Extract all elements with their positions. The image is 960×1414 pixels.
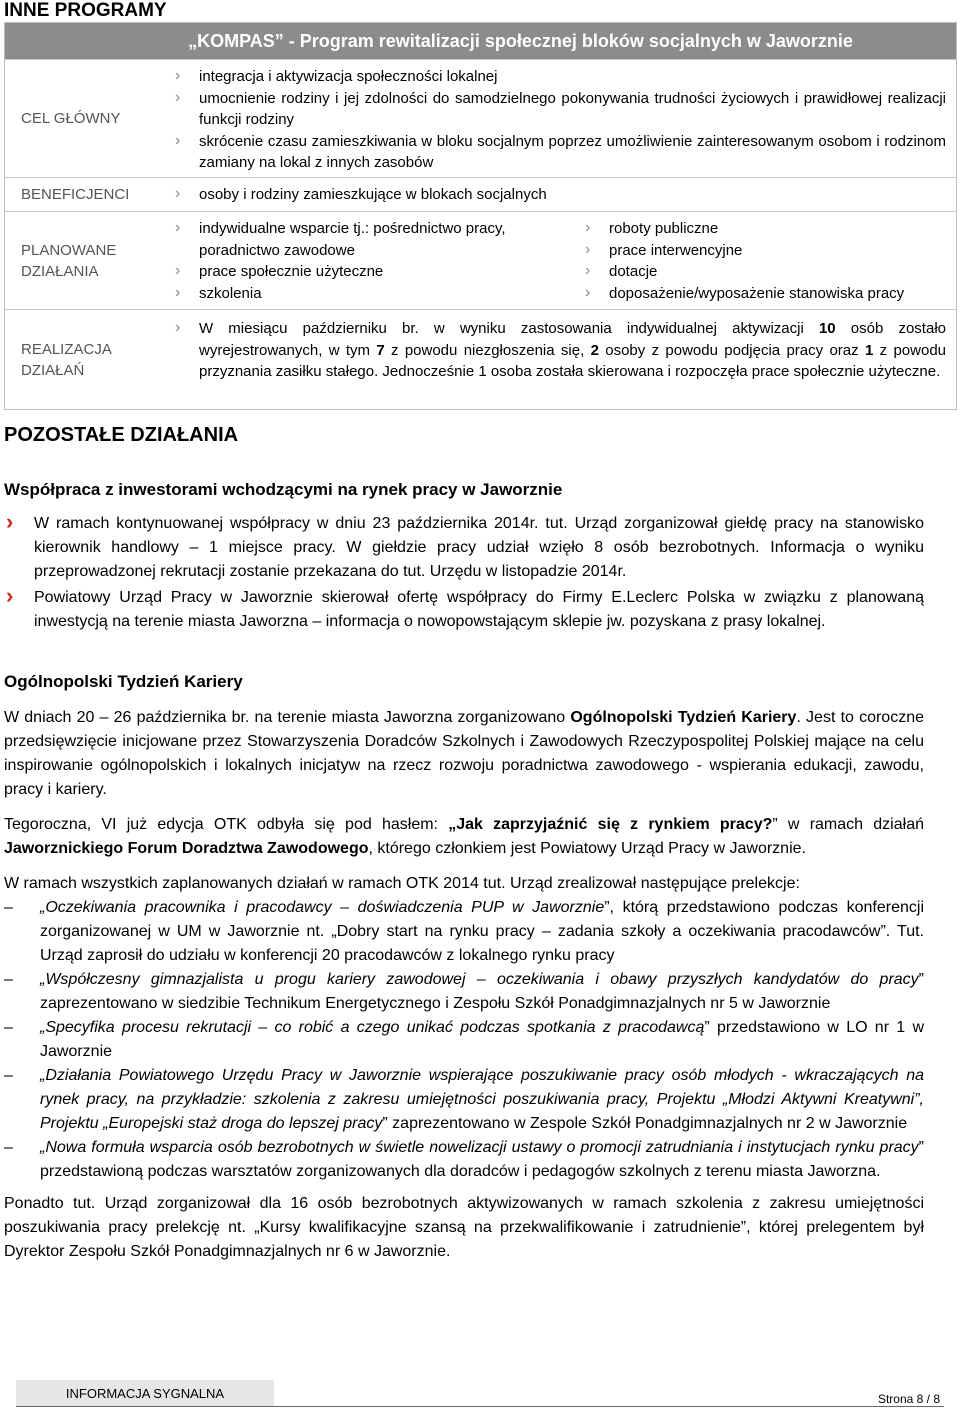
list-item: › szkolenia bbox=[169, 283, 573, 305]
row-planowane-dzialania bbox=[5, 211, 956, 309]
footer-label: INFORMACJA SYGNALNA bbox=[16, 1380, 274, 1406]
footer-divider bbox=[16, 1406, 944, 1407]
row-cel-glowny bbox=[5, 59, 956, 177]
section-title-inne-programy: INNE PROGRAMY bbox=[4, 0, 167, 21]
list-item: › osoby i rodziny zamieszkujące w blokach socjalnych bbox=[169, 184, 946, 206]
row-label: PLANOWANE DZIAŁANIA bbox=[21, 241, 117, 280]
program-table bbox=[4, 22, 957, 410]
wspolpraca-item-1: › W ramach kontynuowanej współpracy w dniu 23 października 2014r. tut. Urząd zorganizował giełdę pracy na stanowisko kierownik handlowy – 1 miejsce pracy. W giełdzie pracy udział wzięło 8 osób bezrobotnych. Informacja o wyniku przeprowadzonej rekrutacji zostanie przekazana do tut. Urzędu w listopadzie 2014r. bbox=[4, 512, 924, 584]
list-item-continuation: poradnictwo zawodowe bbox=[199, 241, 355, 259]
otk-paragraph-2: Tegoroczna, VI już edycja OTK odbyła się pod hasłem: „Jak zaprzyjaźnić się z rynkiem pracy?” w ramach działań Jaworznickiego Forum Doradztwa Zawodowego, którego członkiem jest Powiatowy Urząd Pracy w Jaworznie. bbox=[4, 816, 924, 857]
page-number: Strona 8 / 8 bbox=[877, 1392, 940, 1406]
section-title-pozostale: POZOSTAŁE DZIAŁANIA bbox=[4, 424, 239, 446]
list-item: › skrócenie czasu zamieszkiwania w bloku socjalnym poprzez umożliwienie zainteresowanym osobom i rodzinom zamiany na lokal z innych zasobów bbox=[169, 131, 946, 174]
otk-paragraph-3: W ramach wszystkich zaplanowanych działań w ramach OTK 2014 tut. Urząd zrealizował następujące prelekcje: bbox=[4, 875, 800, 892]
otk-paragraph-4: Ponadto tut. Urząd zorganizował dla 16 osób bezrobotnych aktywizowanych w ramach szkolenia z zakresu umiejętności poszukiwania pracy prelekcję nt. „Kursy kwalifikacyjne szansą na przekwalifikowanie i zatrudnienie”, której prelegentem był Dyrektor Zespołu Szkół Ponadgimnazjalnych nr 6 w Jaworznie. bbox=[4, 1195, 924, 1260]
list-item: › doposażenie/wyposażenie stanowiska pracy bbox=[579, 283, 946, 305]
otk-section bbox=[4, 670, 924, 1264]
list-item: › prace interwencyjne bbox=[579, 240, 946, 262]
list-item: › umocnienie rodziny i jej zdolności do samodzielnego pokonywania trudności życiowych i prawidłowej realizacji funkcji rodziny bbox=[169, 88, 946, 131]
list-item: › roboty publiczne bbox=[579, 218, 946, 240]
otk-lecture-4: – „Działania Powiatowego Urzędu Pracy w Jaworznie wspierające poszukiwanie pracy osób młodych - wkraczających na rynek pracy, na przykładzie: szkolenia z zakresu umiejętności poszukiwania pracy, Projektu „Młodzi Aktywni Kreatywni”, Projektu „Europejski staż droga do lepszej pracy” zaprezentowano w Zespole Szkół Ponadgimnazjalnych nr 2 w Jaworznie bbox=[4, 1064, 924, 1136]
realizacja-text: › W miesiącu październiku br. w wyniku zastosowania indywidualnej aktywizacji 10 osób zostało wyrejestrowanych, w tym 7 z powodu niezgłoszenia się, 2 osoby z powodu podjęcia pracy oraz 1 z powodu przyznania zasiłku stałego. Jednocześnie 1 osoba została skierowana i rozpoczęła prace społecznie użyteczne. bbox=[169, 318, 946, 383]
row-label: BENEFICJENCI bbox=[21, 186, 130, 203]
otk-lecture-1: – „Oczekiwania pracownika i pracodawcy – doświadczenia PUP w Jaworznie”, którą przedstawiono podczas konferencji zorganizowanej w UM w Jaworznie nt. „Dobry start na rynku pracy – zadania szkoły a oczekiwania pracodawców”. Tut. Urząd zaprosił do udziału w konferencji 20 pracodawców z lokalnego rynku pracy bbox=[4, 896, 924, 968]
program-header: „KOMPAS” - Program rewitalizacji społecznej bloków socjalnych w Jaworznie bbox=[5, 23, 956, 59]
otk-lecture-2: – „Współczesny gimnazjalista u progu kariery zawodowej – oczekiwania i obawy przyszłych kandydatów do pracy” zaprezentowano w siedzibie Technikum Energetycznego i Zespołu Szkół Ponadgimnazjalnych nr 5 w Jaworznie bbox=[4, 968, 924, 1016]
otk-lecture-3: – „Specyfika procesu rekrutacji – co robić a czego unikać podczas spotkania z pracodawcą” przedstawiono w LO nr 1 w Jaworznie bbox=[4, 1016, 924, 1064]
list-item: › dotacje bbox=[579, 261, 946, 283]
otk-paragraph-1: W dniach 20 – 26 października br. na terenie miasta Jaworzna zorganizowano Ogólnopolski Tydzień Kariery. Jest to coroczne przedsięwzięcie inicjowane przez Stowarzyszenia Doradców Szkolnych i Zawodowych Rzeczypospolitej Polskiej mające na celu inspirowanie ogólnopolskich i lokalnych inicjatyw na rzecz rozwoju poradnictwa zawodowego - wspierania edukacji, zawodu, pracy i kariery. bbox=[4, 709, 925, 798]
row-beneficjenci bbox=[5, 177, 956, 211]
list-item: › integracja i aktywizacja społeczności lokalnej bbox=[169, 66, 946, 88]
otk-lecture-5: – „Nowa formuła wsparcia osób bezrobotnych w świetle nowelizacji ustawy o promocji zatrudniania i instytucjach rynku pracy” przedstawioną podczas warsztatów zorganizowanych dla doradców i pedagogów szkolnych z terenu miasta Jaworzna. bbox=[4, 1136, 924, 1184]
row-label: REALIZACJA DZIAŁAŃ bbox=[21, 340, 112, 379]
row-realizacja-dzialan bbox=[5, 309, 956, 409]
list-item: › indywidualne wsparcie tj.: pośrednictwo pracy, bbox=[169, 218, 573, 240]
wspolpraca-item-2: › Powiatowy Urząd Pracy w Jaworznie skierował ofertę współpracy do Firmy E.Leclerc Polska w związku z planowaną inwestycją na terenie miasta Jaworzna – informacja o nowopowstającym sklepie jw. pozyskana z prasy lokalnej. bbox=[4, 586, 924, 634]
row-label: CEL GŁÓWNY bbox=[21, 110, 121, 127]
list-item: › prace społecznie użyteczne bbox=[169, 261, 573, 283]
wspolpraca-heading: Współpraca z inwestorami wchodzącymi na rynek pracy w Jaworznie bbox=[4, 480, 563, 499]
otk-heading: Ogólnopolski Tydzień Kariery bbox=[4, 672, 243, 691]
wspolpraca-section bbox=[4, 478, 924, 634]
